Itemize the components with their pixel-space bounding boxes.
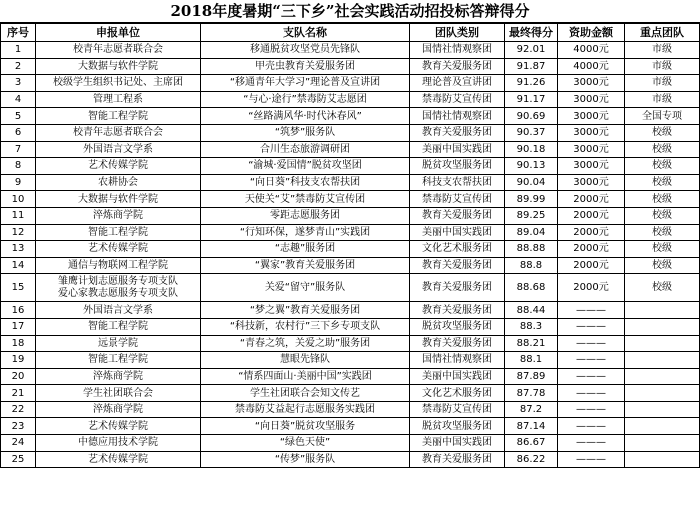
table-row bbox=[1, 191, 700, 208]
row-category: 教育关爱服务团 bbox=[410, 302, 505, 319]
table-row bbox=[1, 108, 700, 125]
row-category: 美丽中国实践团 bbox=[410, 435, 505, 452]
row-index: 4 bbox=[1, 91, 36, 108]
row-score: 90.04 bbox=[505, 174, 558, 191]
row-index: 2 bbox=[1, 58, 36, 75]
row-key-team bbox=[625, 335, 700, 352]
row-index: 14 bbox=[1, 257, 36, 274]
row-category: 脱贫攻坚服务团 bbox=[410, 418, 505, 435]
row-funding: ——— bbox=[558, 318, 625, 335]
row-team-name: “传梦”服务队 bbox=[201, 451, 410, 468]
row-score: 86.22 bbox=[505, 451, 558, 468]
row-category: 禁毒防艾宣传团 bbox=[410, 191, 505, 208]
table-row bbox=[1, 302, 700, 319]
row-score: 88.1 bbox=[505, 352, 558, 369]
row-key-team: 校级 bbox=[625, 257, 700, 274]
row-team-name: “移通青年大学习”理论普及宣讲团 bbox=[201, 75, 410, 92]
row-index: 7 bbox=[1, 141, 36, 158]
table-row bbox=[1, 158, 700, 175]
row-key-team: 校级 bbox=[625, 274, 700, 302]
row-unit: 智能工程学院 bbox=[36, 224, 201, 241]
row-funding: 4000元 bbox=[558, 58, 625, 75]
row-funding: 3000元 bbox=[558, 108, 625, 125]
row-team-name: “渝城·爱国情”脱贫攻坚团 bbox=[201, 158, 410, 175]
row-team-name: “筑梦”服务队 bbox=[201, 124, 410, 141]
row-funding: ——— bbox=[558, 352, 625, 369]
row-score: 91.87 bbox=[505, 58, 558, 75]
row-team-name: 合川生态旅游调研团 bbox=[201, 141, 410, 158]
row-funding: 2000元 bbox=[558, 224, 625, 241]
row-key-team bbox=[625, 385, 700, 402]
row-category: 教育关爱服务团 bbox=[410, 451, 505, 468]
row-funding: 3000元 bbox=[558, 124, 625, 141]
table-row bbox=[1, 75, 700, 92]
row-unit: 外国语言文学系 bbox=[36, 141, 201, 158]
row-team-name: 零距志愿服务团 bbox=[201, 207, 410, 224]
row-index: 20 bbox=[1, 368, 36, 385]
row-team-name: “丝路满风华·时代沐春风” bbox=[201, 108, 410, 125]
row-unit: 智能工程学院 bbox=[36, 318, 201, 335]
row-funding: ——— bbox=[558, 401, 625, 418]
table-row bbox=[1, 318, 700, 335]
row-score: 88.44 bbox=[505, 302, 558, 319]
table-row bbox=[1, 141, 700, 158]
row-index: 16 bbox=[1, 302, 36, 319]
row-funding: 3000元 bbox=[558, 174, 625, 191]
row-index: 24 bbox=[1, 435, 36, 452]
row-unit: 中德应用技术学院 bbox=[36, 435, 201, 452]
row-key-team: 市级 bbox=[625, 91, 700, 108]
row-score: 86.67 bbox=[505, 435, 558, 452]
row-unit: 大数据与软件学院 bbox=[36, 58, 201, 75]
row-team-name: “梦之翼”教育关爱服务团 bbox=[201, 302, 410, 319]
row-key-team bbox=[625, 401, 700, 418]
row-index: 6 bbox=[1, 124, 36, 141]
row-category: 国情社情观察团 bbox=[410, 352, 505, 369]
header-final-score: 最终得分 bbox=[505, 24, 558, 42]
table-row bbox=[1, 335, 700, 352]
row-index: 19 bbox=[1, 352, 36, 369]
row-index: 9 bbox=[1, 174, 36, 191]
table-row bbox=[1, 352, 700, 369]
header-team-name: 支队名称 bbox=[201, 24, 410, 42]
row-category: 美丽中国实践团 bbox=[410, 368, 505, 385]
row-funding: ——— bbox=[558, 335, 625, 352]
results-table bbox=[0, 23, 700, 468]
row-key-team: 市级 bbox=[625, 75, 700, 92]
row-category: 禁毒防艾宣传团 bbox=[410, 401, 505, 418]
row-category: 美丽中国实践团 bbox=[410, 224, 505, 241]
row-score: 87.89 bbox=[505, 368, 558, 385]
row-team-name: “青春之筑，关爱之助”服务团 bbox=[201, 335, 410, 352]
row-category: 教育关爱服务团 bbox=[410, 207, 505, 224]
row-team-name: “科技新，农村行”三下乡专项支队 bbox=[201, 318, 410, 335]
row-index: 12 bbox=[1, 224, 36, 241]
row-category: 美丽中国实践团 bbox=[410, 141, 505, 158]
row-category: 国情社情观察团 bbox=[410, 108, 505, 125]
row-index: 5 bbox=[1, 108, 36, 125]
row-unit: 校青年志愿者联合会 bbox=[36, 42, 201, 59]
row-unit: 远景学院 bbox=[36, 335, 201, 352]
table-row bbox=[1, 42, 700, 59]
row-key-team: 校级 bbox=[625, 174, 700, 191]
row-unit: 艺术传媒学院 bbox=[36, 451, 201, 468]
row-team-name: “翼家”教育关爱服务团 bbox=[201, 257, 410, 274]
row-team-name: “情系四面山·美丽中国”实践团 bbox=[201, 368, 410, 385]
row-team-name: “行知环保，遂梦青山”实践团 bbox=[201, 224, 410, 241]
row-key-team: 校级 bbox=[625, 207, 700, 224]
table-row bbox=[1, 124, 700, 141]
row-team-name: “向日葵”科技支农帮扶团 bbox=[201, 174, 410, 191]
row-category: 脱贫攻坚服务团 bbox=[410, 158, 505, 175]
row-team-name: 学生社团联合会知文传艺 bbox=[201, 385, 410, 402]
table-row bbox=[1, 91, 700, 108]
row-unit: 学生社团联合会 bbox=[36, 385, 201, 402]
row-team-name: 禁毒防艾益起行志愿服务实践团 bbox=[201, 401, 410, 418]
table-row bbox=[1, 207, 700, 224]
row-index: 22 bbox=[1, 401, 36, 418]
row-category: 科技支农帮扶团 bbox=[410, 174, 505, 191]
row-unit: 智能工程学院 bbox=[36, 108, 201, 125]
row-category: 教育关爱服务团 bbox=[410, 335, 505, 352]
row-funding: 2000元 bbox=[558, 257, 625, 274]
row-funding: 2000元 bbox=[558, 241, 625, 258]
row-unit: 大数据与软件学院 bbox=[36, 191, 201, 208]
row-category: 脱贫攻坚服务团 bbox=[410, 318, 505, 335]
row-score: 88.21 bbox=[505, 335, 558, 352]
row-index: 25 bbox=[1, 451, 36, 468]
row-index: 21 bbox=[1, 385, 36, 402]
row-key-team bbox=[625, 368, 700, 385]
row-category: 教育关爱服务团 bbox=[410, 58, 505, 75]
table-row bbox=[1, 401, 700, 418]
header-funding: 资助金额 bbox=[558, 24, 625, 42]
row-unit: 外国语言文学系 bbox=[36, 302, 201, 319]
row-team-name: “与心·途行”禁毒防艾志愿团 bbox=[201, 91, 410, 108]
row-key-team: 校级 bbox=[625, 124, 700, 141]
table-row bbox=[1, 257, 700, 274]
row-index: 15 bbox=[1, 274, 36, 302]
row-category: 文化艺术服务团 bbox=[410, 241, 505, 258]
row-index: 13 bbox=[1, 241, 36, 258]
row-unit: 淬炼商学院 bbox=[36, 207, 201, 224]
row-funding: 3000元 bbox=[558, 91, 625, 108]
row-score: 90.37 bbox=[505, 124, 558, 141]
row-team-name: “绿色天使” bbox=[201, 435, 410, 452]
table-row bbox=[1, 174, 700, 191]
row-score: 91.26 bbox=[505, 75, 558, 92]
row-unit: 艺术传媒学院 bbox=[36, 241, 201, 258]
row-score: 88.88 bbox=[505, 241, 558, 258]
row-index: 18 bbox=[1, 335, 36, 352]
row-key-team bbox=[625, 418, 700, 435]
table-row bbox=[1, 274, 700, 302]
row-index: 11 bbox=[1, 207, 36, 224]
row-unit: 雏鹰计划志愿服务专项支队 爱心家教志愿服务专项支队 bbox=[36, 274, 201, 302]
row-score: 87.2 bbox=[505, 401, 558, 418]
row-team-name: 慧眼先锋队 bbox=[201, 352, 410, 369]
row-index: 23 bbox=[1, 418, 36, 435]
header-unit: 申报单位 bbox=[36, 24, 201, 42]
row-key-team: 市级 bbox=[625, 58, 700, 75]
row-score: 87.14 bbox=[505, 418, 558, 435]
row-index: 8 bbox=[1, 158, 36, 175]
row-score: 89.04 bbox=[505, 224, 558, 241]
row-team-name: “向日葵”脱贫攻坚服务 bbox=[201, 418, 410, 435]
row-unit: 艺术传媒学院 bbox=[36, 158, 201, 175]
row-key-team: 校级 bbox=[625, 158, 700, 175]
row-funding: ——— bbox=[558, 435, 625, 452]
row-score: 88.8 bbox=[505, 257, 558, 274]
row-funding: 2000元 bbox=[558, 191, 625, 208]
row-team-name: 移通脱贫攻坚党员先锋队 bbox=[201, 42, 410, 59]
row-unit: 通信与物联网工程学院 bbox=[36, 257, 201, 274]
row-score: 90.13 bbox=[505, 158, 558, 175]
row-category: 教育关爱服务团 bbox=[410, 257, 505, 274]
table-row bbox=[1, 418, 700, 435]
row-score: 91.17 bbox=[505, 91, 558, 108]
row-category: 国情社情观察团 bbox=[410, 42, 505, 59]
row-score: 92.01 bbox=[505, 42, 558, 59]
row-index: 1 bbox=[1, 42, 36, 59]
row-funding: ——— bbox=[558, 418, 625, 435]
row-score: 89.99 bbox=[505, 191, 558, 208]
row-team-name: 天使关“艾”禁毒防艾宣传团 bbox=[201, 191, 410, 208]
row-key-team: 校级 bbox=[625, 191, 700, 208]
table-row bbox=[1, 435, 700, 452]
row-category: 教育关爱服务团 bbox=[410, 124, 505, 141]
row-category: 文化艺术服务团 bbox=[410, 385, 505, 402]
table-row bbox=[1, 241, 700, 258]
table-row bbox=[1, 368, 700, 385]
row-key-team bbox=[625, 352, 700, 369]
row-index: 17 bbox=[1, 318, 36, 335]
row-unit: 智能工程学院 bbox=[36, 352, 201, 369]
row-unit: 农耕协会 bbox=[36, 174, 201, 191]
row-funding: ——— bbox=[558, 451, 625, 468]
row-funding: ——— bbox=[558, 385, 625, 402]
row-funding: ——— bbox=[558, 368, 625, 385]
row-funding: 3000元 bbox=[558, 75, 625, 92]
row-funding: 3000元 bbox=[558, 141, 625, 158]
row-score: 89.25 bbox=[505, 207, 558, 224]
row-key-team: 校级 bbox=[625, 141, 700, 158]
row-unit: 管理工程系 bbox=[36, 91, 201, 108]
row-unit: 校级学生组织书记处、主席团 bbox=[36, 75, 201, 92]
row-category: 理论普及宣讲团 bbox=[410, 75, 505, 92]
row-key-team bbox=[625, 435, 700, 452]
table-row bbox=[1, 224, 700, 241]
row-key-team bbox=[625, 302, 700, 319]
table-row bbox=[1, 58, 700, 75]
row-funding: 4000元 bbox=[558, 42, 625, 59]
row-unit: 淬炼商学院 bbox=[36, 401, 201, 418]
row-index: 10 bbox=[1, 191, 36, 208]
row-unit: 校青年志愿者联合会 bbox=[36, 124, 201, 141]
row-score: 90.69 bbox=[505, 108, 558, 125]
row-key-team: 校级 bbox=[625, 224, 700, 241]
row-team-name: 关爱“留守”服务队 bbox=[201, 274, 410, 302]
table-header-row bbox=[1, 24, 700, 42]
row-category: 禁毒防艾宣传团 bbox=[410, 91, 505, 108]
row-funding: 2000元 bbox=[558, 207, 625, 224]
row-key-team: 市级 bbox=[625, 42, 700, 59]
row-score: 87.78 bbox=[505, 385, 558, 402]
row-team-name: 甲壳虫教育关爱服务团 bbox=[201, 58, 410, 75]
row-unit: 淬炼商学院 bbox=[36, 368, 201, 385]
header-key-team: 重点团队 bbox=[625, 24, 700, 42]
row-team-name: “志趣”服务团 bbox=[201, 241, 410, 258]
row-funding: 3000元 bbox=[558, 158, 625, 175]
row-unit: 艺术传媒学院 bbox=[36, 418, 201, 435]
row-funding: ——— bbox=[558, 302, 625, 319]
row-key-team bbox=[625, 318, 700, 335]
row-funding: 2000元 bbox=[558, 274, 625, 302]
row-score: 88.3 bbox=[505, 318, 558, 335]
table-row bbox=[1, 451, 700, 468]
header-index: 序号 bbox=[1, 24, 36, 42]
row-score: 88.68 bbox=[505, 274, 558, 302]
row-key-team: 校级 bbox=[625, 241, 700, 258]
row-index: 3 bbox=[1, 75, 36, 92]
row-score: 90.18 bbox=[505, 141, 558, 158]
row-key-team: 全国专项 bbox=[625, 108, 700, 125]
page-title: 2018年度暑期“三下乡”社会实践活动招投标答辩得分 bbox=[0, 0, 700, 23]
row-category: 教育关爱服务团 bbox=[410, 274, 505, 302]
header-team-category: 团队类别 bbox=[410, 24, 505, 42]
row-key-team bbox=[625, 451, 700, 468]
table-row bbox=[1, 385, 700, 402]
